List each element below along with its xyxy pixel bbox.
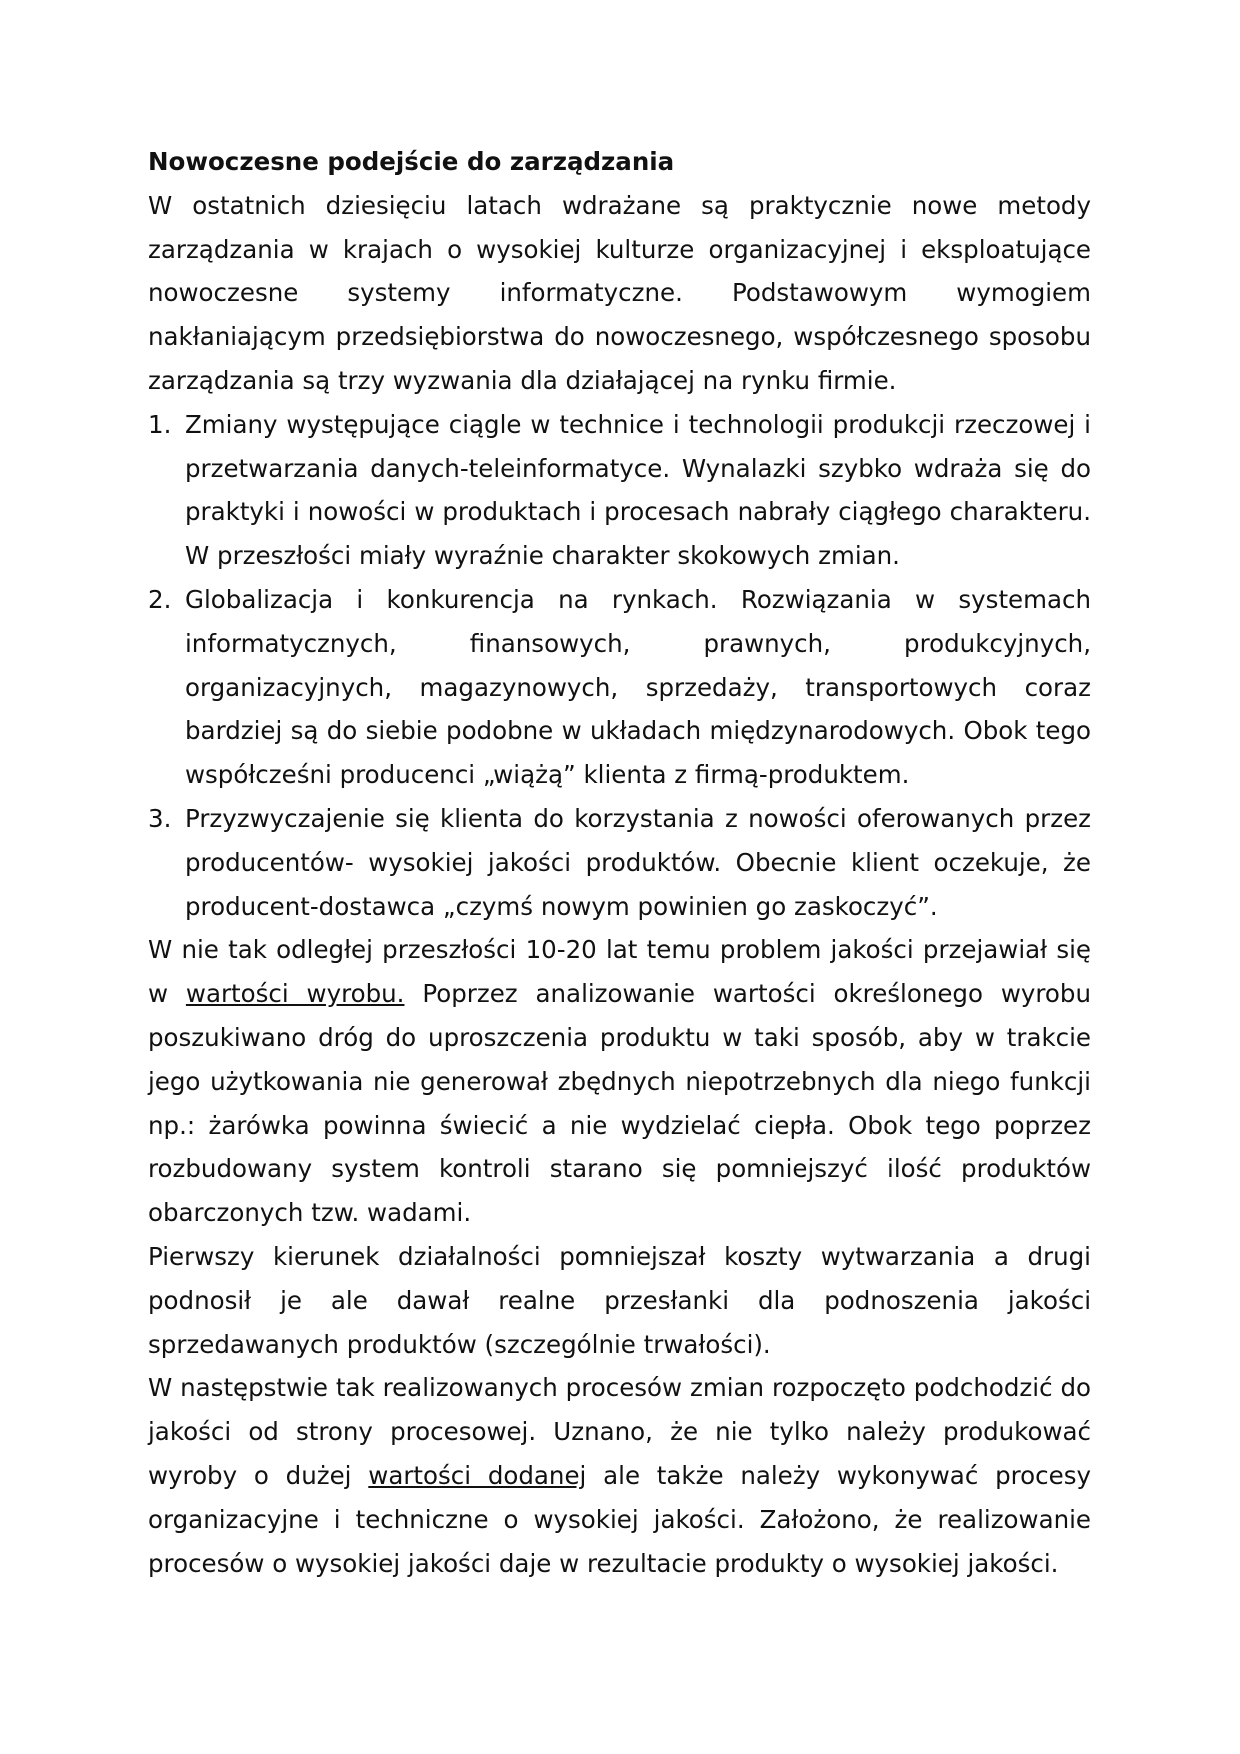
paragraph-text: W następstwie tak realizowanych procesów zmian rozpoczęto podchodzić do jakości od strony procesowej. Uznano, że nie tylko należy produkować wyroby o dużej [148,1373,1091,1490]
document-page [148,140,1091,1585]
product-value-term: wartości wyrobu. [185,979,405,1009]
process-quality-paragraph [148,1366,1091,1585]
challenges-list [148,403,1091,929]
list-item [148,403,1091,578]
list-item-text: Przyzwyczajenie się klienta do korzystania z nowości oferowanych przez producentów- wysokiej jakości produktów. Obecnie klient oczekuje, że producent-dostawca „czymś nowym powinien go zaskoczyć”. [185,803,1091,921]
list-item-text: Zmiany występujące ciągle w technice i technologii produkcji rzeczowej i przetwarzania danych-teleinformatyce. Wynalazki szybko wdraża się do praktyki i nowości w produktach i procesach nabrały ciągłego charakteru. W przeszłości miały wyraźnie charakter skokowych zmian. [185,409,1091,571]
list-item-text: Globalizacja i konkurencja na rynkach. Rozwiązania w systemach informatycznych, finansowych, prawnych, produkcyjnych, organizacyjnych, magazynowych, sprzedaży, transportowych coraz bardziej są do siebie podobne w układach międzynarodowych. Obok tego współcześni producenci „wiążą” klienta z firmą-produktem. [185,584,1091,790]
list-item-number: 2. [148,584,172,614]
list-item [148,797,1091,928]
list-item-number: 1. [148,409,172,439]
intro-paragraph: W ostatnich dziesięciu latach wdrażane są praktycznie nowe metody zarządzania w krajach o wysokiej kulturze organizacyjnej i eksploatujące nowoczesne systemy informatyczne. Podstawowym wymogiem nakłaniającym przedsiębiorstwa do nowoczesnego, współczesnego sposobu zarządzania są trzy wyzwania dla działającej na rynku firmie. [148,190,1091,395]
paragraph-text: Poprzez analizowanie wartości określonego wyrobu poszukiwano dróg do uproszczenia produktu w taki sposób, aby w trakcie jego użytkowania nie generował zbędnych niepotrzebnych dla niego funkcji np.: żarówka powinna świecić a nie wydzielać ciepła. Obok tego poprzez rozbudowany system kontroli starano się pomniejszyć ilość produktów obarczonych tzw. wadami. [148,979,1091,1228]
quality-history-paragraph [148,928,1091,1235]
direction-paragraph: Pierwszy kierunek działalności pomniejszał koszty wytwarzania a drugi podnosił je ale dawał realne przesłanki dla podnoszenia jakości sprzedawanych produktów (szczególnie trwałości). [148,1241,1091,1359]
list-item-number: 3. [148,803,172,833]
paragraph-text: ale także należy wykonywać procesy organizacyjne i techniczne o wysokiej jakości. Założono, że realizowanie procesów o wysokiej jakości daje w rezultacie produkty o wysokiej jakości. [148,1460,1091,1578]
added-value-term: wartości dodanej [368,1460,587,1490]
paragraph-text: W nie tak odległej przeszłości 10-20 lat temu problem jakości przejawiał się w [148,935,1091,1009]
document-title: Nowoczesne podejście do zarządzania [148,147,675,176]
list-item [148,578,1091,797]
